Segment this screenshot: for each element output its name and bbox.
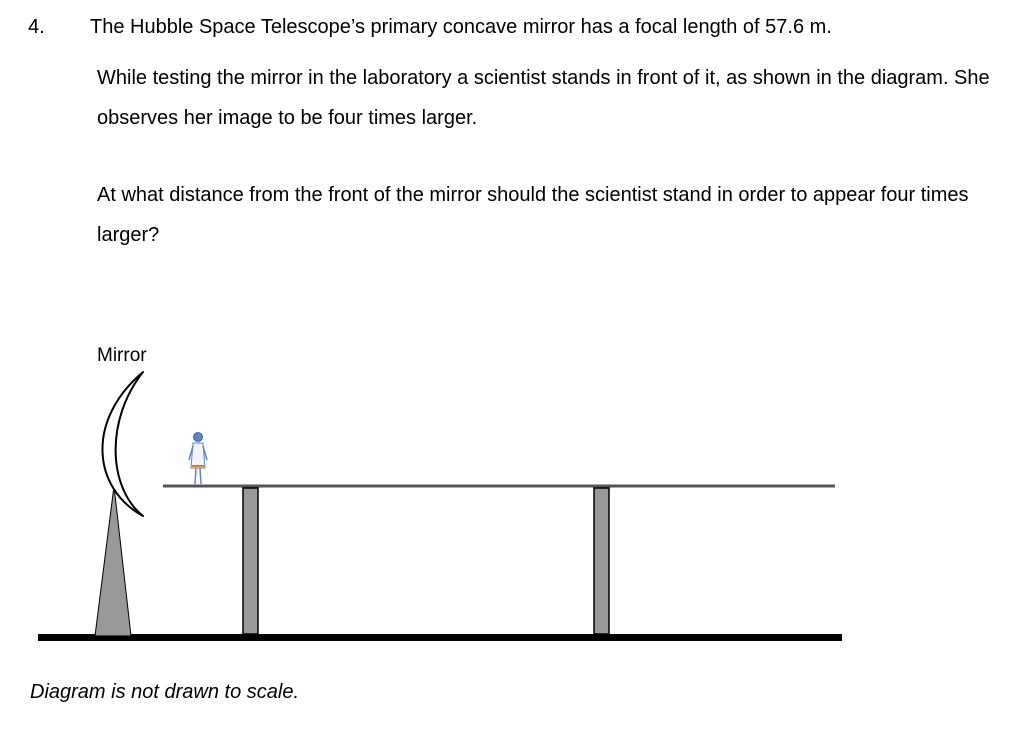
question-intro: The Hubble Space Telescope’s primary concave mirror has a focal length of 57.6 m. [90,16,832,38]
question-paragraph-1: While testing the mirror in the laboratory a scientist stands in front of it, as shown in the diagram. She observes her image to be four times larger. [97,67,990,129]
bench-leg-right [594,488,609,634]
concave-mirror [102,372,143,516]
scientist-figure [189,433,207,485]
bench-leg-left [243,488,258,634]
question-paragraph-2: At what distance from the front of the mirror should the scientist stand in order to appear four times larger? [97,184,969,246]
ground-line [38,634,842,641]
mirror-diagram [0,330,1024,660]
mirror-label: Mirror [97,345,147,366]
mirror-stand [95,486,131,636]
diagram-note: Diagram is not drawn to scale. [30,681,300,703]
question-number: 4. [28,16,45,38]
